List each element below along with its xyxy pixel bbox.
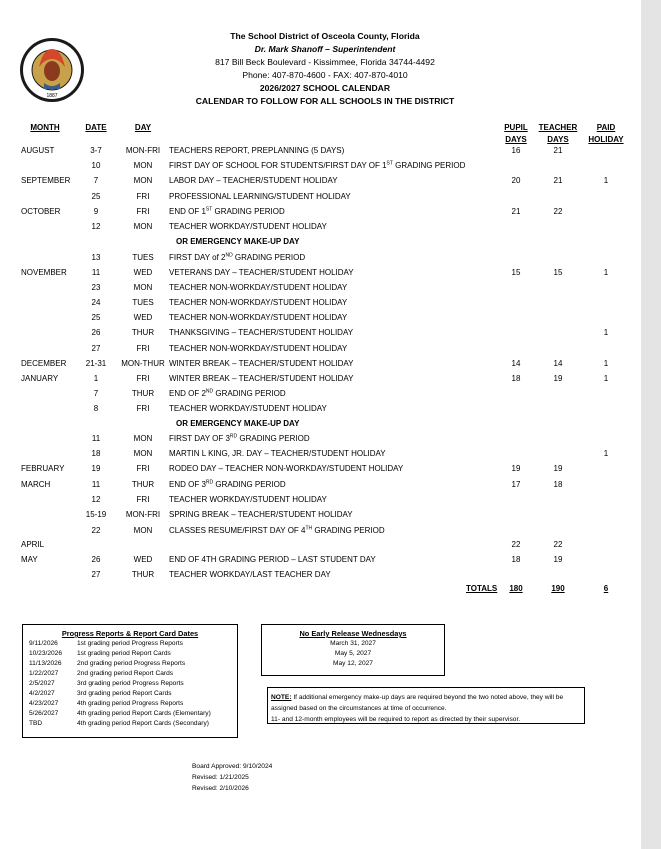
row-paid-holiday: 1: [603, 328, 609, 337]
row-event: SPRING BREAK – TEACHER/STUDENT HOLIDAY: [169, 510, 353, 519]
calendar-row: [0, 313, 641, 327]
early-release-box: [261, 624, 445, 676]
totals-paid: 6: [603, 584, 609, 593]
col-day-header: DAY: [134, 123, 152, 132]
approval-footer: [192, 761, 272, 794]
row-event: END OF 2ND GRADING PERIOD: [169, 388, 286, 398]
ordinal-suffix: ST: [386, 160, 393, 167]
row-month: MAY: [21, 555, 38, 564]
calendar-row: [0, 480, 641, 494]
revised-date: Revised: 1/21/2025: [192, 774, 249, 781]
ordinal-suffix: ST: [205, 206, 213, 213]
calendar-row: [0, 555, 641, 569]
row-day: WED: [133, 268, 153, 277]
board-approved: Board Approved: 9/10/2024: [192, 763, 273, 770]
progress-item: [23, 659, 237, 669]
calendar-row: [0, 283, 641, 297]
row-month: AUGUST: [21, 146, 55, 155]
calendar-row: [0, 298, 641, 312]
early-release-date: May 12, 2027: [333, 660, 373, 667]
row-month: JANUARY: [21, 374, 59, 383]
ordinal-suffix: ND: [225, 252, 233, 259]
calendar-row: [0, 404, 641, 418]
totals-row: [0, 584, 641, 598]
row-date: 22: [91, 526, 101, 535]
row-date: 7: [93, 176, 99, 185]
row-month: SEPTEMBER: [21, 176, 71, 185]
col-teacher-header: TEACHER DAYS: [538, 123, 578, 144]
progress-item: [23, 699, 237, 709]
calendar-row: [0, 419, 641, 433]
row-event: END OF 3RD GRADING PERIOD: [169, 479, 286, 489]
row-event: TEACHERS REPORT, PREPLANNING (5 DAYS): [169, 146, 345, 155]
calendar-row: [0, 176, 641, 190]
row-pupil-days: 19: [511, 464, 521, 473]
row-paid-holiday: 1: [603, 374, 609, 383]
early-release-dates: [262, 639, 444, 669]
progress-date: 11/13/2026: [29, 660, 62, 667]
row-event: VETERANS DAY – TEACHER/STUDENT HOLIDAY: [169, 268, 354, 277]
row-event: OR EMERGENCY MAKE-UP DAY: [176, 419, 300, 428]
row-day: THUR: [131, 570, 155, 579]
early-release-date: March 31, 2027: [330, 640, 376, 647]
note-text: If additional emergency make-up days are required beyond the two noted above, they will be assigned based on the circumstances at time of occurrence.: [271, 694, 564, 712]
calendar-row: [0, 344, 641, 358]
address: 817 Bill Beck Boulevard - Kissimmee, Florida 34744-4492: [215, 57, 435, 67]
calendar-row: [0, 526, 641, 540]
progress-report-title: Progress Reports & Report Card Dates: [61, 629, 199, 638]
progress-desc: 4th grading period Progress Reports: [77, 700, 184, 707]
calendar-row: [0, 359, 641, 373]
row-event: OR EMERGENCY MAKE-UP DAY: [176, 237, 300, 246]
row-pupil-days: 17: [511, 480, 521, 489]
progress-item: [23, 639, 237, 649]
row-date: 1: [93, 374, 99, 383]
row-event: TEACHER WORKDAY/STUDENT HOLIDAY: [169, 495, 327, 504]
row-event: TEACHER WORKDAY/STUDENT HOLIDAY: [169, 222, 327, 231]
row-month: NOVEMBER: [21, 268, 67, 277]
row-teacher-days: 22: [553, 207, 563, 216]
row-month: DECEMBER: [21, 359, 67, 368]
row-date: 26: [91, 555, 101, 564]
row-date: 9: [93, 207, 99, 216]
row-pupil-days: 22: [511, 540, 521, 549]
early-release-title: No Early Release Wednesdays: [299, 629, 407, 638]
totals-pupil: 180: [509, 584, 523, 593]
progress-date: 1/22/2027: [29, 670, 59, 677]
row-event: END OF 4TH GRADING PERIOD – LAST STUDENT DAY: [169, 555, 376, 564]
row-event: RODEO DAY – TEACHER NON-WORKDAY/STUDENT HOLIDAY: [169, 464, 404, 473]
row-teacher-days: 21: [553, 176, 563, 185]
progress-desc: 2nd grading period Report Cards: [77, 670, 174, 677]
row-date: 24: [91, 298, 101, 307]
row-day: FRI: [136, 495, 150, 504]
col-pupil-header: PUPIL DAYS: [504, 123, 528, 144]
row-day: THUR: [131, 328, 155, 337]
calendar-row: [0, 192, 641, 206]
col-month-header: MONTH: [30, 123, 60, 132]
row-event: MARTIN L KING, JR. DAY – TEACHER/STUDENT HOLIDAY: [169, 449, 386, 458]
progress-desc: 1st grading period Progress Reports: [77, 640, 183, 647]
totals-label: TOTALS: [466, 584, 498, 593]
row-teacher-days: 19: [553, 374, 563, 383]
row-month: MARCH: [21, 480, 51, 489]
row-event: TEACHER NON-WORKDAY/STUDENT HOLIDAY: [169, 313, 348, 322]
row-event: END OF 1ST GRADING PERIOD: [169, 206, 285, 216]
row-date: 10: [91, 161, 101, 170]
calendar-row: [0, 495, 641, 509]
district-name: The School District of Osceola County, Florida: [230, 31, 420, 41]
calendar-row: [0, 222, 641, 236]
progress-date: 10/23/2026: [29, 650, 63, 657]
progress-report-list: [23, 639, 237, 729]
row-day: MON-FRI: [125, 146, 161, 155]
calendar-row: [0, 161, 641, 175]
progress-item: [23, 669, 237, 679]
progress-desc: 3rd grading period Progress Reports: [77, 680, 184, 687]
progress-item: [23, 679, 237, 689]
calendar-row: [0, 464, 641, 478]
calendar-row: [0, 449, 641, 463]
row-day: MON-THUR: [121, 359, 165, 368]
row-date: 12: [91, 222, 101, 231]
calendar-row: [0, 328, 641, 342]
col-paid-header: PAID HOLIDAY: [588, 123, 624, 144]
row-event: TEACHER WORKDAY/LAST TEACHER DAY: [169, 570, 331, 579]
row-event: TEACHER NON-WORKDAY/STUDENT HOLIDAY: [169, 298, 348, 307]
row-day: THUR: [131, 389, 155, 398]
row-event: TEACHER NON-WORKDAY/STUDENT HOLIDAY: [169, 283, 348, 292]
calendar-row: [0, 389, 641, 403]
row-pupil-days: 14: [511, 359, 521, 368]
row-day: WED: [133, 313, 153, 322]
row-day: MON-FRI: [125, 510, 161, 519]
revised-date: Revised: 2/10/2026: [192, 785, 249, 792]
ordinal-suffix: RD: [205, 479, 214, 486]
row-event: FIRST DAY OF 3RD GRADING PERIOD: [169, 433, 310, 443]
calendar-row: [0, 434, 641, 448]
progress-report-box: [22, 624, 238, 738]
note-label: NOTE:: [271, 694, 292, 701]
calendar-row: [0, 268, 641, 282]
row-pupil-days: 15: [511, 268, 521, 277]
row-date: 27: [91, 344, 101, 353]
row-day: TUES: [132, 298, 154, 307]
row-event: LABOR DAY – TEACHER/STUDENT HOLIDAY: [169, 176, 338, 185]
row-day: THUR: [131, 480, 155, 489]
row-event: WINTER BREAK – TEACHER/STUDENT HOLIDAY: [169, 374, 354, 383]
ordinal-suffix: RD: [229, 433, 238, 440]
calendar-row: [0, 374, 641, 388]
progress-date: 2/5/2027: [29, 680, 55, 687]
row-teacher-days: 21: [553, 146, 563, 155]
row-paid-holiday: 1: [603, 268, 609, 277]
progress-item: [23, 709, 237, 719]
early-release-date: May 5, 2027: [334, 650, 372, 657]
calendar-row: [0, 146, 641, 160]
row-day: FRI: [136, 374, 150, 383]
row-teacher-days: 19: [553, 464, 563, 473]
progress-desc: 4th grading period Report Cards (Elementary): [77, 710, 211, 717]
ordinal-suffix: ND: [205, 388, 214, 395]
ordinal-suffix: TH: [305, 525, 313, 532]
row-day: FRI: [136, 192, 150, 201]
row-day: MON: [133, 283, 153, 292]
row-date: 26: [91, 328, 101, 337]
row-day: TUES: [132, 253, 154, 262]
calendar-title: 2026/2027 SCHOOL CALENDAR: [259, 83, 391, 93]
district-seal: [19, 37, 85, 103]
calendar-row: [0, 237, 641, 251]
progress-item: [23, 649, 237, 659]
phone-fax: Phone: 407-870-4600 - FAX: 407-870-4010: [242, 70, 408, 80]
totals-teacher: 190: [551, 584, 565, 593]
row-month: FEBRUARY: [21, 464, 65, 473]
row-day: WED: [133, 555, 153, 564]
row-teacher-days: 22: [553, 540, 563, 549]
progress-date: TBD: [29, 720, 43, 727]
calendar-row: [0, 253, 641, 267]
row-event: FIRST DAY of 2ND GRADING PERIOD: [169, 252, 306, 262]
note-box: [267, 687, 585, 724]
row-date: 25: [91, 192, 101, 201]
row-teacher-days: 19: [553, 555, 563, 564]
superintendent: Dr. Mark Shanoff – Superintendent: [254, 44, 396, 54]
row-day: MON: [133, 176, 153, 185]
row-pupil-days: 18: [511, 555, 521, 564]
row-teacher-days: 14: [553, 359, 563, 368]
row-paid-holiday: 1: [603, 449, 609, 458]
calendar-row: [0, 510, 641, 524]
row-day: FRI: [136, 404, 150, 413]
row-day: MON: [133, 161, 153, 170]
row-day: FRI: [136, 464, 150, 473]
row-date: 27: [91, 570, 101, 579]
row-date: 12: [91, 495, 101, 504]
calendar-subtitle: CALENDAR TO FOLLOW FOR ALL SCHOOLS IN THE DISTRICT: [195, 96, 455, 106]
row-date: 8: [93, 404, 99, 413]
row-date: 11: [91, 434, 101, 443]
row-date: 18: [91, 449, 101, 458]
row-month: APRIL: [21, 540, 45, 549]
row-event: TEACHER NON-WORKDAY/STUDENT HOLIDAY: [169, 344, 348, 353]
calendar-row: [0, 570, 641, 584]
row-teacher-days: 15: [553, 268, 563, 277]
row-date: 11: [91, 480, 101, 489]
col-date-header: DATE: [85, 123, 107, 132]
row-date: 19: [91, 464, 101, 473]
row-day: MON: [133, 222, 153, 231]
row-date: 25: [91, 313, 101, 322]
row-pupil-days: 20: [511, 176, 521, 185]
progress-item: [23, 689, 237, 699]
row-date: 11: [91, 268, 101, 277]
progress-date: 4/2/2027: [29, 690, 55, 697]
row-date: 23: [91, 283, 101, 292]
progress-desc: 4th grading period Report Cards (Secondary): [77, 720, 209, 727]
svg-text:1887: 1887: [46, 93, 58, 99]
row-pupil-days: 21: [511, 207, 521, 216]
progress-desc: 1st grading period Report Cards: [77, 650, 171, 657]
row-date: 13: [91, 253, 101, 262]
progress-desc: 2nd grading period Progress Reports: [77, 660, 186, 667]
viewer-margin: [641, 0, 661, 849]
row-pupil-days: 16: [511, 146, 521, 155]
note-text-2: 11- and 12-month employees will be required to report as directed by their supervisor.: [271, 716, 521, 723]
row-month: OCTOBER: [21, 207, 61, 216]
row-date: 7: [93, 389, 99, 398]
row-event: CLASSES RESUME/FIRST DAY OF 4TH GRADING PERIOD: [169, 525, 385, 535]
row-pupil-days: 18: [511, 374, 521, 383]
row-date: 3-7: [90, 146, 102, 155]
progress-desc: 3rd grading period Report Cards: [77, 690, 172, 697]
row-day: MON: [133, 434, 153, 443]
row-date: 15-19: [85, 510, 107, 519]
row-paid-holiday: 1: [603, 359, 609, 368]
row-day: FRI: [136, 344, 150, 353]
calendar-row: [0, 207, 641, 221]
progress-date: 5/26/2027: [29, 710, 59, 717]
row-teacher-days: 18: [553, 480, 563, 489]
progress-date: 4/23/2027: [29, 700, 59, 707]
row-event: WINTER BREAK – TEACHER/STUDENT HOLIDAY: [169, 359, 354, 368]
row-event: PROFESSIONAL LEARNING/STUDENT HOLIDAY: [169, 192, 351, 201]
row-date: 21-31: [85, 359, 107, 368]
progress-date: 9/11/2026: [29, 640, 58, 647]
calendar-row: [0, 540, 641, 554]
row-event: TEACHER WORKDAY/STUDENT HOLIDAY: [169, 404, 327, 413]
row-paid-holiday: 1: [603, 176, 609, 185]
row-event: FIRST DAY OF SCHOOL FOR STUDENTS/FIRST DAY OF 1ST GRADING PERIOD: [169, 160, 466, 170]
document-header: [150, 30, 500, 108]
row-day: MON: [133, 449, 153, 458]
row-event: THANKSGIVING – TEACHER/STUDENT HOLIDAY: [169, 328, 354, 337]
progress-item: [23, 719, 237, 729]
row-day: MON: [133, 526, 153, 535]
row-day: FRI: [136, 207, 150, 216]
